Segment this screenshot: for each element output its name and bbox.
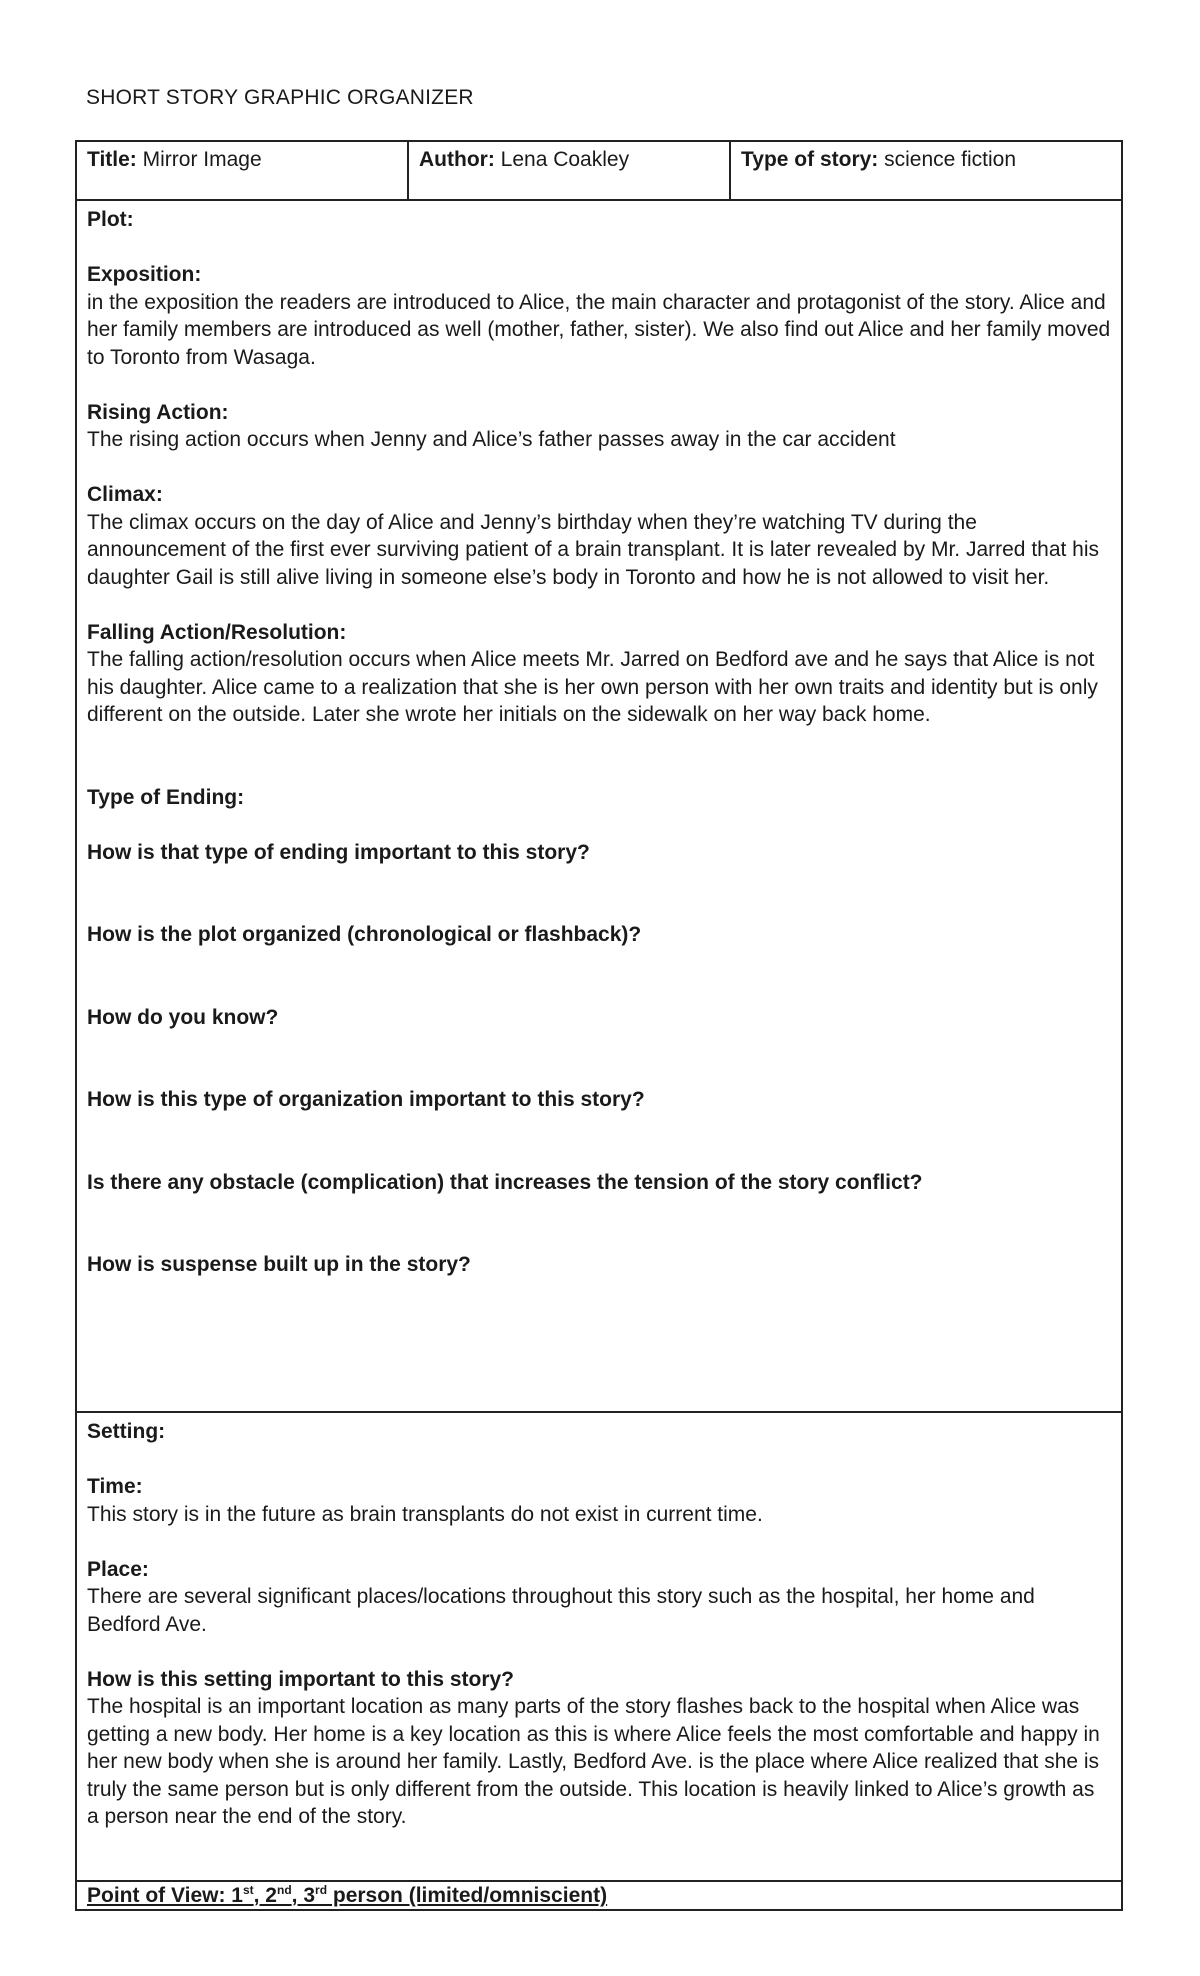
author-label: Author: <box>419 148 495 171</box>
setting-label: Setting: <box>87 1420 166 1443</box>
question-how-know: How do you know? <box>87 1005 279 1029</box>
title-label: Title: <box>87 148 137 171</box>
exposition-text: in the exposition the readers are introduced to Alice, the main character and protagonist of the story. Alice and her family members are introduced as well (mother, father, sister). We also find out Alice and her family moved to Toronto from Wasaga. <box>87 290 1111 369</box>
time-text: This story is in the future as brain transplants do not exist in current time. <box>87 1502 763 1526</box>
setting-importance-text: The hospital is an important location as many parts of the story flashes back to the hospital when Alice was getting a new body. Her home is a key location as this is where Alice feels the most comfortable and happy in her new body when she is around her family. Lastly, Bedford Ave. is the place where Alice realized that she is truly the same person but is only different from the outside. This location is heavily linked to Alice’s growth as a person near the end of the story. <box>87 1695 1100 1828</box>
place-text: There are several significant places/locations throughout this story such as the hospital, her home and Bedford Ave. <box>87 1585 1035 1636</box>
plot-label: Plot: <box>87 208 134 231</box>
title-cell <box>77 142 409 199</box>
setting-importance-label: How is this setting important to this story? <box>87 1667 515 1691</box>
place-label: Place: <box>87 1557 149 1581</box>
climax-text: The climax occurs on the day of Alice and Jenny’s birthday when they’re watching TV during the announcement of the first ever surviving patient of a brain transplant. It is later revealed by Mr. Jarred that his daughter Gail is still alive living in someone else’s body in Toronto and how he is not allowed to visit her. <box>87 510 1100 589</box>
title-value: Mirror Image <box>142 148 262 171</box>
plot-section <box>77 201 1121 1413</box>
climax-label: Climax: <box>87 483 163 506</box>
header-row <box>77 142 1121 201</box>
organizer-table <box>75 140 1123 1911</box>
exposition-label: Exposition: <box>87 263 202 286</box>
author-value: Lena Coakley <box>500 148 630 171</box>
question-ending-importance: How is that type of ending important to this story? <box>87 840 590 864</box>
setting-section <box>77 1413 1121 1882</box>
falling-action-text: The falling action/resolution occurs when Alice meets Mr. Jarred on Bedford ave and he says that Alice is not his daughter. Alice came to a realization that she is her own person with her own traits and identity but is only different on the outside. Later she wrote her initials on the sidewalk on her way back home. <box>87 648 1098 726</box>
question-suspense: How is suspense built up in the story? <box>87 1253 471 1276</box>
story-type-label: Type of story: <box>741 148 879 171</box>
story-type-value: science fiction <box>884 148 1017 171</box>
point-of-view-row <box>77 1882 1121 1909</box>
ending-type-label: Type of Ending: <box>87 785 245 809</box>
rising-action-text: The rising action occurs when Jenny and Alice’s father passes away in the car accident <box>87 428 896 451</box>
point-of-view-label: Point of View: 1st, 2nd, 3rd person (limited/omniscient) <box>87 1883 608 1907</box>
story-type-cell <box>731 142 1121 199</box>
question-plot-organization: How is the plot organized (chronological or flashback)? <box>87 923 642 946</box>
rising-action-label: Rising Action: <box>87 400 229 424</box>
time-label: Time: <box>87 1475 143 1498</box>
author-cell <box>409 142 731 199</box>
question-obstacle: Is there any obstacle (complication) that increases the tension of the story conflict? <box>87 1170 923 1194</box>
question-organization-importance: How is this type of organization important to this story? <box>87 1088 645 1111</box>
falling-action-label: Falling Action/Resolution: <box>87 620 347 644</box>
page-title: SHORT STORY GRAPHIC ORGANIZER <box>86 86 474 109</box>
